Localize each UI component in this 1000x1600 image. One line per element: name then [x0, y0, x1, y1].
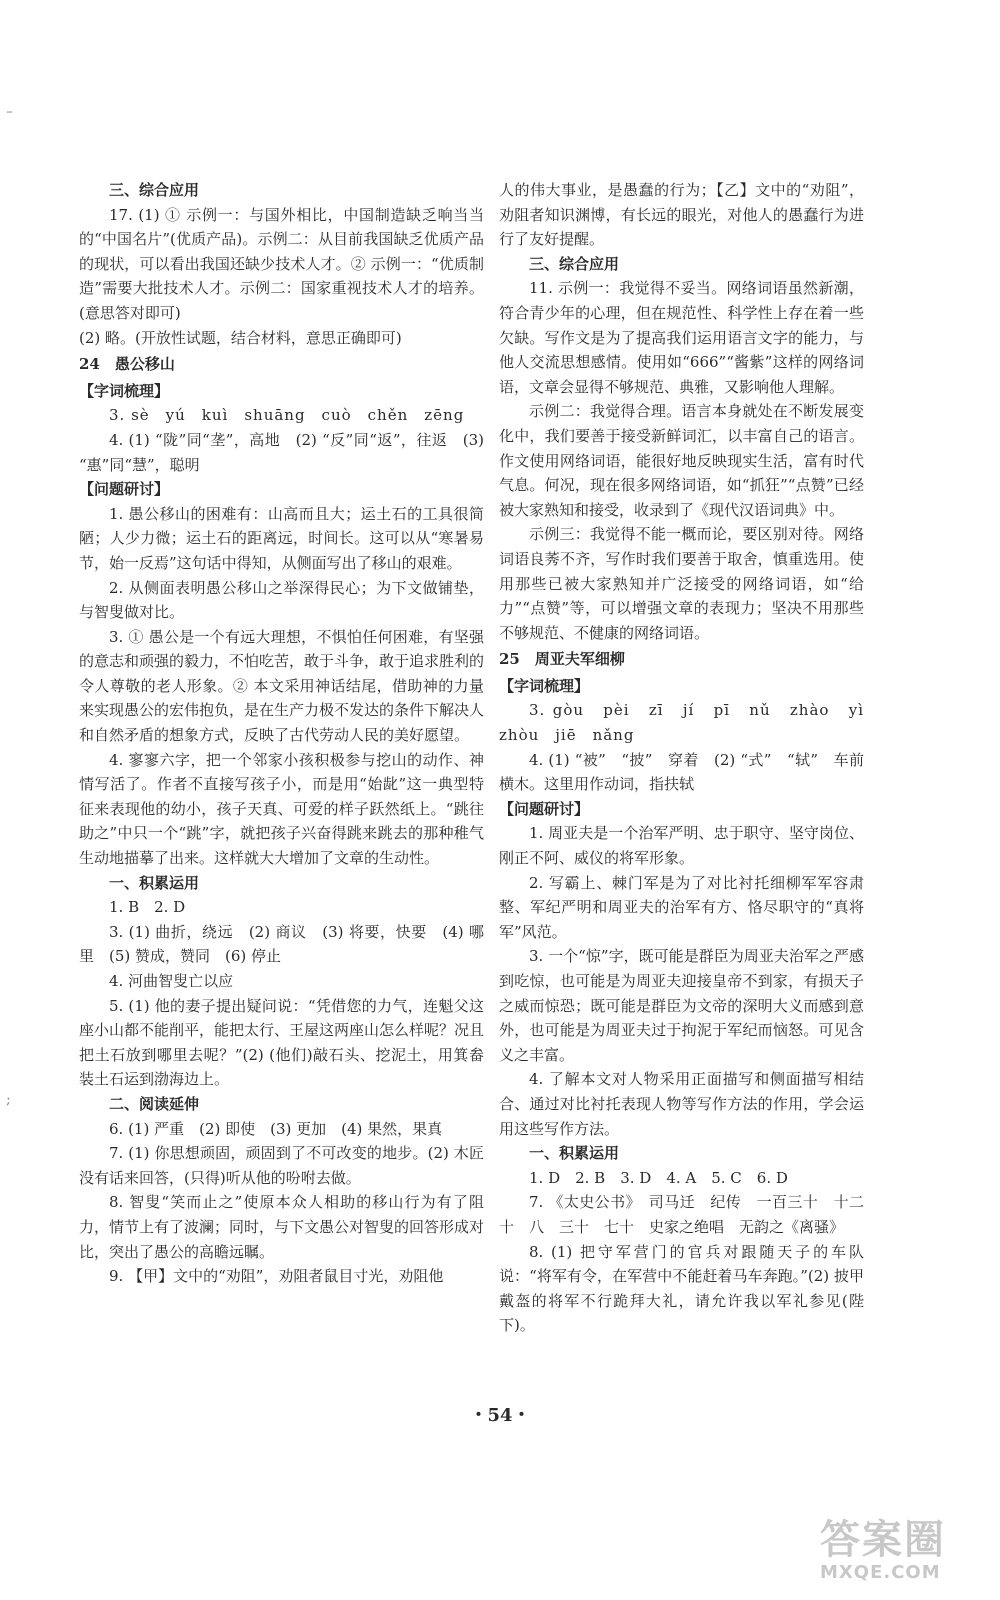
section-heading: 三、综合应用	[109, 181, 200, 199]
discussion-3: 3. ① 愚公是一个有远大理想，不惧怕任何困难，有坚强的意志和顽强的毅力，不怕吃苦，敢于斗争，敢于追求胜利的令人尊敬的老人形象。② 本文采用神话结尾，借助神的力量来实现愚公的宏伟抱负，是在生产力极不发达的条件下解决人和自然矛盾的想象方式，反映了古代劳动人民的美好愿望。	[79, 627, 485, 745]
discussion-2: 2. 写霸上、棘门军是为了对比衬托细柳军军容肃整、军纪严明和周亚夫的治军有方、恪尽职守的“真将军”风范。	[499, 873, 864, 941]
section-tag-questions: 【问题研讨】	[499, 799, 590, 818]
exercise-9-continued: 人的伟大事业，是愚蠢的行为；【乙】文中的“劝阻”，劝阻者知识渊博，有长远的眼光，对他人的愚蠢行为进行了友好提醒。	[499, 181, 864, 249]
exercise-11-example-1: 11. 示例一：我觉得不妥当。网络词语虽然新潮，符合青少年的心理，但在规范性、科学性上存在着一些欠缺。写作文是为了提高我们运用语言文字的能力，与他人交流思想感情。使用如“666”“酱紫”这样的网络词语，文章会显得不够规范、典雅，又影响他人理解。	[499, 279, 864, 396]
exercise-5: 5. (1) 他的妻子提出疑问说：“凭借您的力气，连魁父这座小山都不能削平，能把太行、王屋这两座山怎么样呢？况且把土石放到哪里去呢？”(2) (他们)敲石头、挖泥土，用箕畚装土石运到渤海边上。	[79, 996, 485, 1089]
answer-4: 4. (1) “被” “披” 穿着 (2) “式” “轼” 车前横木。这里用作动词，指扶轼	[499, 750, 864, 794]
exercise-3: 3. (1) 曲折，绕远 (2) 商议 (3) 将要，快要 (4) 哪里 (5) 赞成，赞同 (6) 停止	[79, 922, 484, 966]
discussion-3: 3. 一个“惊”字，既可能是群臣为周亚夫治军之严感到吃惊，也可能是为周亚夫迎接皇帝不到家，有损天子之威而惊恐；既可能是群臣为文帝的深明大义而感到意外，也可能是为周亚夫过于拘泥于军纪而恼怒。可见含义之丰富。	[499, 947, 864, 1064]
lesson-24-title: 24 愚公移山	[79, 355, 175, 374]
margin-mark-top: –	[6, 104, 13, 120]
pinyin-answer: 3. gòu pèi zī jí pī nǔ zhào yì zhòu jiē nǎng	[499, 701, 881, 745]
right-column	[499, 178, 881, 1338]
left-column	[79, 178, 484, 1289]
watermark-logo	[820, 1518, 980, 1588]
watermark-url: MXQE.COM	[820, 1562, 941, 1583]
exercise-7: 7. (1) 你思想顽固，顽固到了不可改变的地步。(2) 木匠没有话来回答，(只得)听从他的吩咐去做。	[79, 1144, 484, 1187]
section-tag-questions: 【问题研讨】	[79, 480, 170, 499]
lesson-25-title: 25 周亚夫军细柳	[499, 650, 625, 669]
margin-mark-mid: ;	[6, 1092, 11, 1108]
exercise-1-6: 1. D 2. B 3. D 4. A 5. C 6. D	[529, 1168, 788, 1187]
exercise-4: 4. 河曲智叟亡以应	[109, 972, 234, 990]
exercise-8: 8. 智叟“笑而止之”使原本众人相助的移山行为有了阻力，情节上有了波澜；同时，与下文愚公对智叟的回答形成对比，突出了愚公的高瞻远瞩。	[79, 1193, 485, 1261]
section-heading: 三、综合应用	[529, 254, 620, 273]
discussion-1: 1. 愚公移山的困难有：山高而且大；运土石的工具很简陋；人少力微；运土石的距离远，时间长。这可以从“寒暑易节，始一反焉”这句话中得知，从侧面写出了移山的艰难。	[79, 504, 484, 572]
exercise-7: 7. 《太史公书》 司马迁 纪传 一百三十 十二 十 八 三十 七十 史家之绝唱 无韵之《离骚》	[499, 1193, 880, 1236]
answer-17-part2: (2) 略。(开放性试题，结合材料，意思正确即可)	[79, 328, 402, 347]
pinyin-answer: 3. sè yú kuì shuāng cuò chěn zēng	[109, 406, 465, 425]
discussion-4: 4. 寥寥六字，把一个邻家小孩积极参与挖山的动作、神情写活了。作者不直接写孩子小，而是用“始龀”这一典型特征来表现他的幼小，孩子天真、可爱的样子跃然纸上。“跳往助之”中只一个“跳”字，就把孩子兴奋得跳来跳去的那种稚气生动地描摹了出来。这样就大大增加了文章的生动性。	[79, 750, 484, 868]
section-heading: 二、阅读延伸	[109, 1094, 200, 1113]
section-heading: 一、积累运用	[529, 1144, 620, 1163]
watermark-text: 答案圈	[820, 1517, 946, 1563]
discussion-4: 4. 了解本文对人物采用正面描写和侧面描写相结合、通过对比衬托表现人物等写作方法的作用，学会运用这些写作方法。	[499, 1070, 864, 1138]
page-number: ・54・	[469, 1405, 531, 1426]
section-tag-vocab: 【字词梳理】	[499, 676, 590, 695]
exercise-11-example-3: 示例三：我觉得不能一概而论，要区别对待。网络词语良莠不齐，写作时我们要善于取舍，慎重选用。使用那些已被大家熟知并广泛接受的网络词语，如“给力”“点赞”等，可以增强文章的表现力；坚决不用那些不够规范、不健康的网络词语。	[499, 525, 864, 642]
discussion-2: 2. 从侧面表明愚公移山之举深得民心；为下文做铺垫，与智叟做对比。	[79, 578, 484, 622]
section-tag-vocab: 【字词梳理】	[79, 381, 170, 400]
exercise-6: 6. (1) 严重 (2) 即使 (3) 更加 (4) 果然，果真	[109, 1119, 443, 1138]
exercise-11-example-2: 示例二：我觉得合理。语言本身就处在不断发展变化中，我们要善于接受新鲜词汇，以丰富自己的语言。作文使用网络词语，能很好地反映现实生活，富有时代气息。何况，现在很多网络词语，如“抓狂”“点赞”已经被大家熟知和接受，收录到了《现代汉语词典》中。	[499, 402, 864, 519]
answer-17-part1: 17. (1) ① 示例一：与国外相比，中国制造缺乏响当当的“中国名片”(优质产品)。示例二：从目前我国缺乏优质产品的现状，可以看出我国还缺少技术人才。② 示例一：“优质制造”需要大批技术人才。示例二：国家重视技术人才的培养。(意思答对即可)	[79, 205, 484, 322]
answer-4: 4. (1) “陇”同“垄”，高地 (2) “反”同“返”，往返 (3) “惠”同“慧”，聪明	[79, 430, 484, 474]
discussion-1: 1. 周亚夫是一个治军严明、忠于职守、坚守岗位、刚正不阿、威仪的将军形象。	[499, 824, 864, 868]
section-heading: 一、积累运用	[109, 873, 200, 892]
exercise-9: 9. 【甲】文中的“劝阻”，劝阻者鼠目寸光，劝阻他	[109, 1267, 444, 1286]
exercise-8: 8. (1) 把守军营门的官兵对跟随天子的车队说：“将军有令，在军营中不能赶着马车奔跑。”(2) 披甲戴盔的将军不行跪拜大礼，请允许我以军礼参见(陛下)。	[499, 1242, 864, 1335]
exercise-1-2: 1. B 2. D	[109, 898, 186, 917]
